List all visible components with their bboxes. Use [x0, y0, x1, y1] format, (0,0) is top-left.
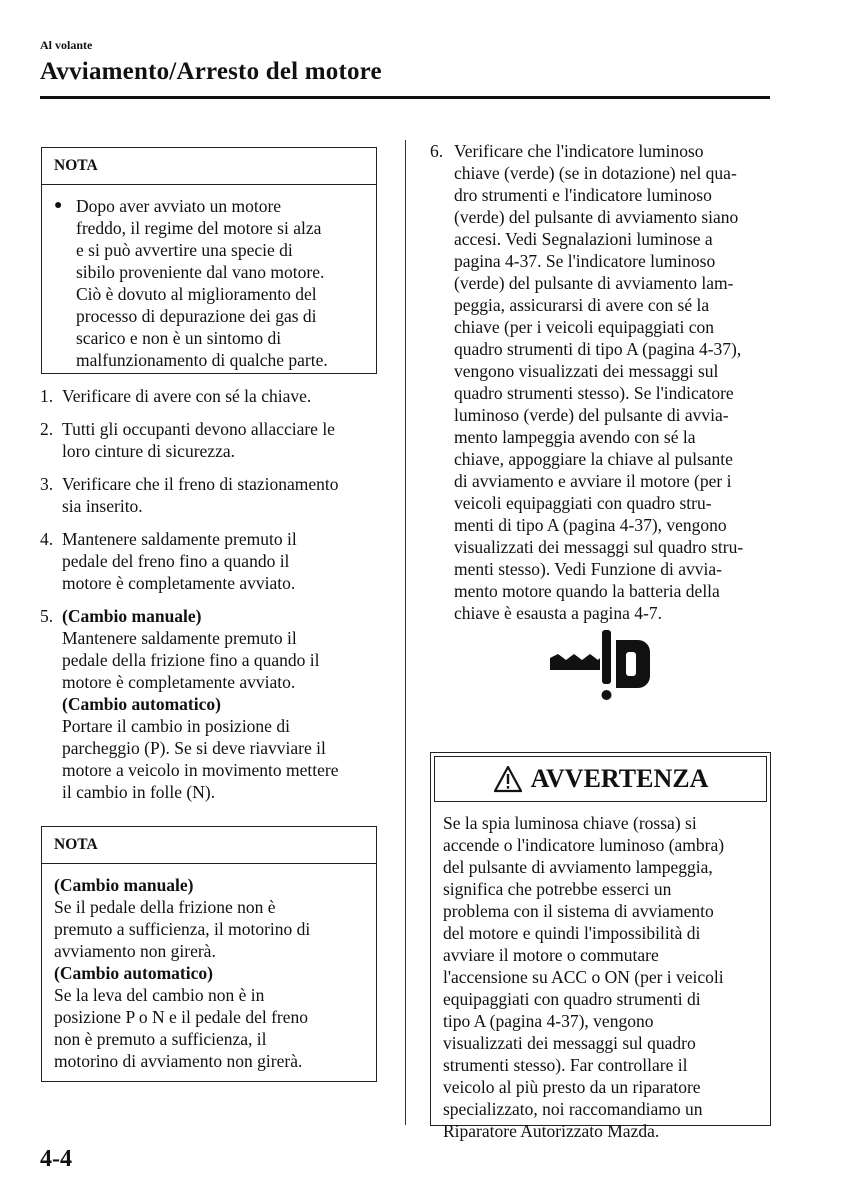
nota-box-transmission — [41, 826, 377, 1082]
page-title: Avviamento/Arresto del motore — [40, 58, 382, 85]
column-divider — [405, 140, 406, 1125]
step-number: 1. — [40, 386, 54, 406]
step-item — [40, 473, 385, 517]
step-item-5 — [40, 605, 385, 803]
automatic-transmission-text: Se la leva del cambio non è in posizione P o N e il pedale del freno non è premuto a sufficienza, il motorino di avviamento non girerà. — [54, 985, 308, 1071]
step-number: 4. — [40, 529, 54, 549]
step-item — [40, 528, 385, 594]
warning-title: AVVERTENZA — [530, 764, 709, 793]
warning-triangle-icon — [493, 765, 523, 793]
warning-text: Se la spia luminosa chiave (rossa) si accende o l'indicatore luminoso (ambra) del pulsante di avviamento lampeggia, significa che potrebbe esserci un problema con il sistema di avviamento del motore e quindi l'impossibilità di avviare il motore o commutare l'accensione su ACC o ON (per i veicoli equipaggiati con quadro strumenti di tipo A (pagina 4-37), vengono visualizzati dei messaggi sul quadro strumenti stesso). Far controllare il veicolo al più presto da un riparatore specializzato, noi raccomandiamo un Riparatore Autorizzato Mazda. — [443, 813, 725, 1141]
step-item-6 — [430, 140, 775, 624]
step-number: 5. — [40, 606, 54, 626]
nota-body — [42, 185, 376, 371]
manual-transmission-text: Mantenere saldamente premuto il pedale della frizione fino a quando il motore è completamente avviato. — [62, 628, 320, 692]
nota-box-cold-start — [41, 147, 377, 374]
nota-heading: NOTA — [42, 827, 376, 864]
bullet-icon: ● — [54, 198, 63, 213]
key-warning-icon — [546, 628, 656, 704]
nota-heading: NOTA — [42, 148, 376, 185]
step-text: Verificare che il freno di stazionamento sia inserito. — [62, 474, 339, 516]
step-item — [40, 418, 385, 462]
step-text: Mantenere saldamente premuto il pedale del freno fino a quando il motore è completamente avviato. — [62, 529, 297, 593]
manual-transmission-label: (Cambio manuale) — [54, 875, 194, 895]
step-5-content — [62, 605, 339, 803]
start-steps-list — [40, 385, 385, 814]
manual-transmission-text: Se il pedale della frizione non è premuto a sufficienza, il motorino di avviamento non girerà. — [54, 897, 311, 961]
step-number: 6. — [430, 141, 444, 161]
automatic-transmission-label: (Cambio automatico) — [54, 963, 213, 983]
page-number: 4-4 — [40, 1146, 72, 1172]
step-item — [40, 385, 385, 407]
warning-box — [430, 752, 771, 1141]
step-number: 3. — [40, 474, 54, 494]
nota-body — [42, 864, 376, 1072]
title-rule — [40, 96, 770, 99]
warning-header — [434, 756, 767, 802]
automatic-transmission-label: (Cambio automatico) — [62, 694, 221, 714]
step-text: Verificare che l'indicatore luminoso chiave (verde) (se in dotazione) nel qua- dro strumenti e l'indicatore luminoso (verde) del pulsante di avviamento siano accesi. Vedi Segnalazioni luminose a pagina 4-37. Se l'indicatore luminoso (verde) del pulsante di avviamento lam- peggia, assicurarsi di avere con sé la chiave (per i veicoli equipaggiati con quadro strumenti di tipo A (pagina 4-37), vengono visualizzati dei messaggi sul quadro strumenti stesso). Se l'indicatore luminoso (verde) del pulsante di avvia- mento lampeggia avendo con sé la chiave, appoggiare la chiave al pulsante di avviamento e avviare il motore (per i veicoli equipaggiati con quadro stru- menti di tipo A (pagina 4-37), vengono visualizzati dei messaggi sul quadro stru- menti stesso). Vedi Funzione di avvia- mento motore quando la batteria della chiave è esausta a pagina 4-7. — [454, 141, 744, 623]
nota-bullet-text: Dopo aver avviato un motore freddo, il regime del motore si alza e si può avvertire una specie di sibilo proveniente dal vano motore. Ciò è dovuto al miglioramento del processo di depurazione dei gas di scarico e non è un sintomo di malfunzionamento di qualche parte. — [76, 196, 328, 370]
automatic-transmission-text: Portare il cambio in posizione di parcheggio (P). Se si deve riavviare il motore a veicolo in movimento mettere il cambio in folle (N). — [62, 716, 339, 802]
step-number: 2. — [40, 419, 54, 439]
step-text: Tutti gli occupanti devono allacciare le loro cinture di sicurezza. — [62, 419, 335, 461]
manual-transmission-label: (Cambio manuale) — [62, 606, 202, 626]
step-text: Verificare di avere con sé la chiave. — [62, 386, 312, 406]
section-label: Al volante — [40, 38, 93, 52]
